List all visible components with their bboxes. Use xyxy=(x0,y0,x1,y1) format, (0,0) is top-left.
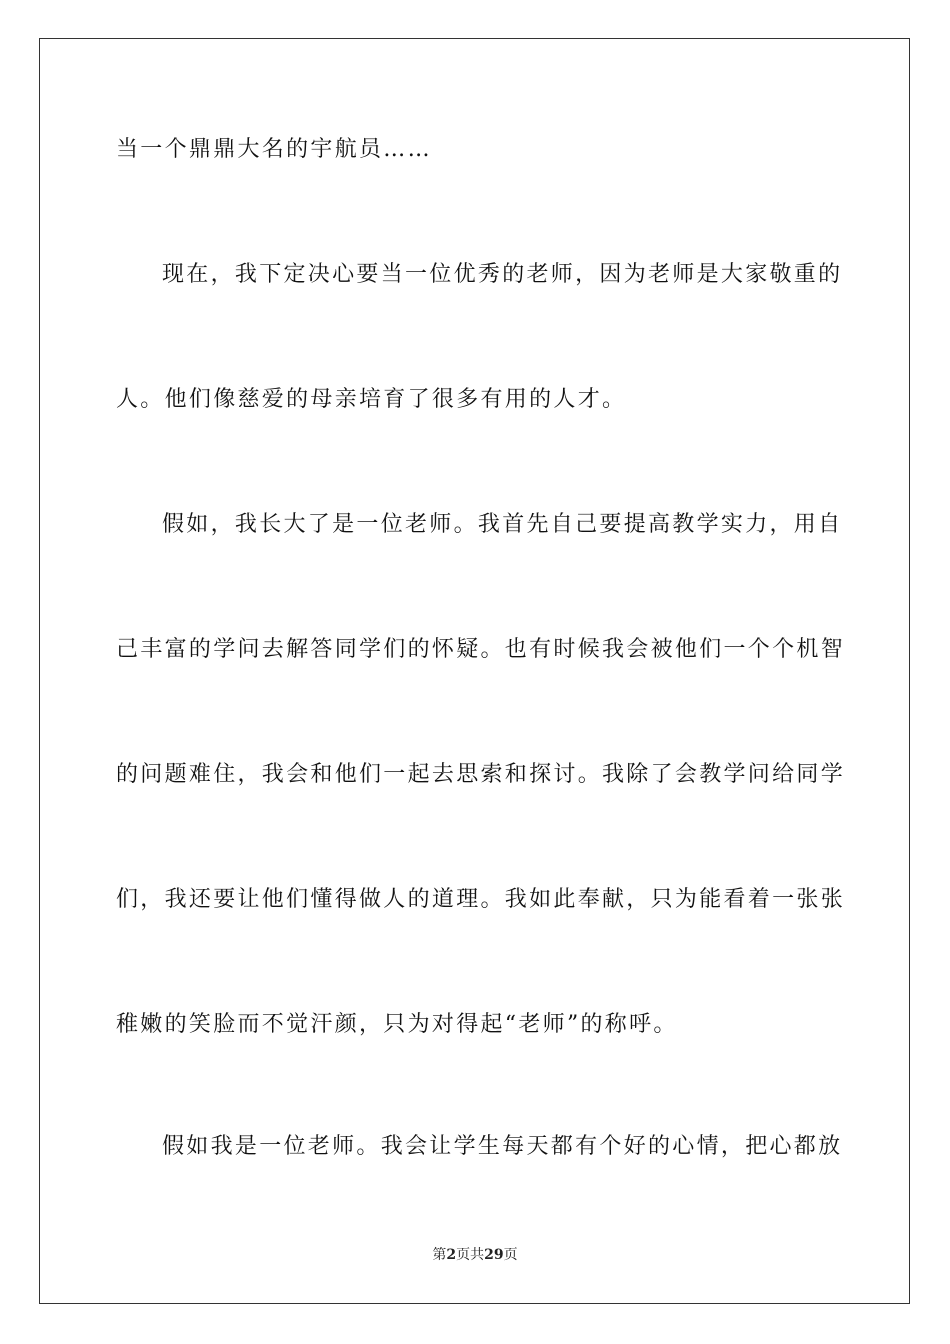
page-border xyxy=(39,38,910,1304)
text-line-1: 当一个鼎鼎大名的宇航员…… xyxy=(116,137,432,162)
text-line-5: 己丰富的学问去解答同学们的怀疑。也有时候我会被他们一个个机智 xyxy=(116,637,846,662)
text-line-7: 们，我还要让他们懂得做人的道理。我如此奉献，只为能看着一张张 xyxy=(116,887,846,912)
page-suffix: 页 xyxy=(456,1247,471,1263)
total-prefix: 共 xyxy=(470,1247,485,1263)
text-line-3: 人。他们像慈爱的母亲培育了很多有用的人才。 xyxy=(116,387,627,412)
text-line-6: 的问题难住，我会和他们一起去思索和探讨。我除了会教学问给同学 xyxy=(116,762,846,787)
text-line-9: 假如我是一位老师。我会让学生每天都有个好的心情，把心都放 xyxy=(162,1134,843,1159)
page-prefix: 第 xyxy=(432,1247,447,1263)
text-line-4: 假如，我长大了是一位老师。我首先自己要提高教学实力，用自 xyxy=(162,512,843,537)
page-number: 2 xyxy=(446,1247,457,1263)
total-pages: 29 xyxy=(484,1247,504,1263)
text-line-8: 稚嫩的笑脸而不觉汗颜，只为对得起“老师”的称呼。 xyxy=(116,1012,678,1037)
total-suffix: 页 xyxy=(503,1247,518,1263)
text-line-2: 现在，我下定决心要当一位优秀的老师，因为老师是大家敬重的 xyxy=(162,262,843,287)
page-footer xyxy=(0,1246,950,1264)
